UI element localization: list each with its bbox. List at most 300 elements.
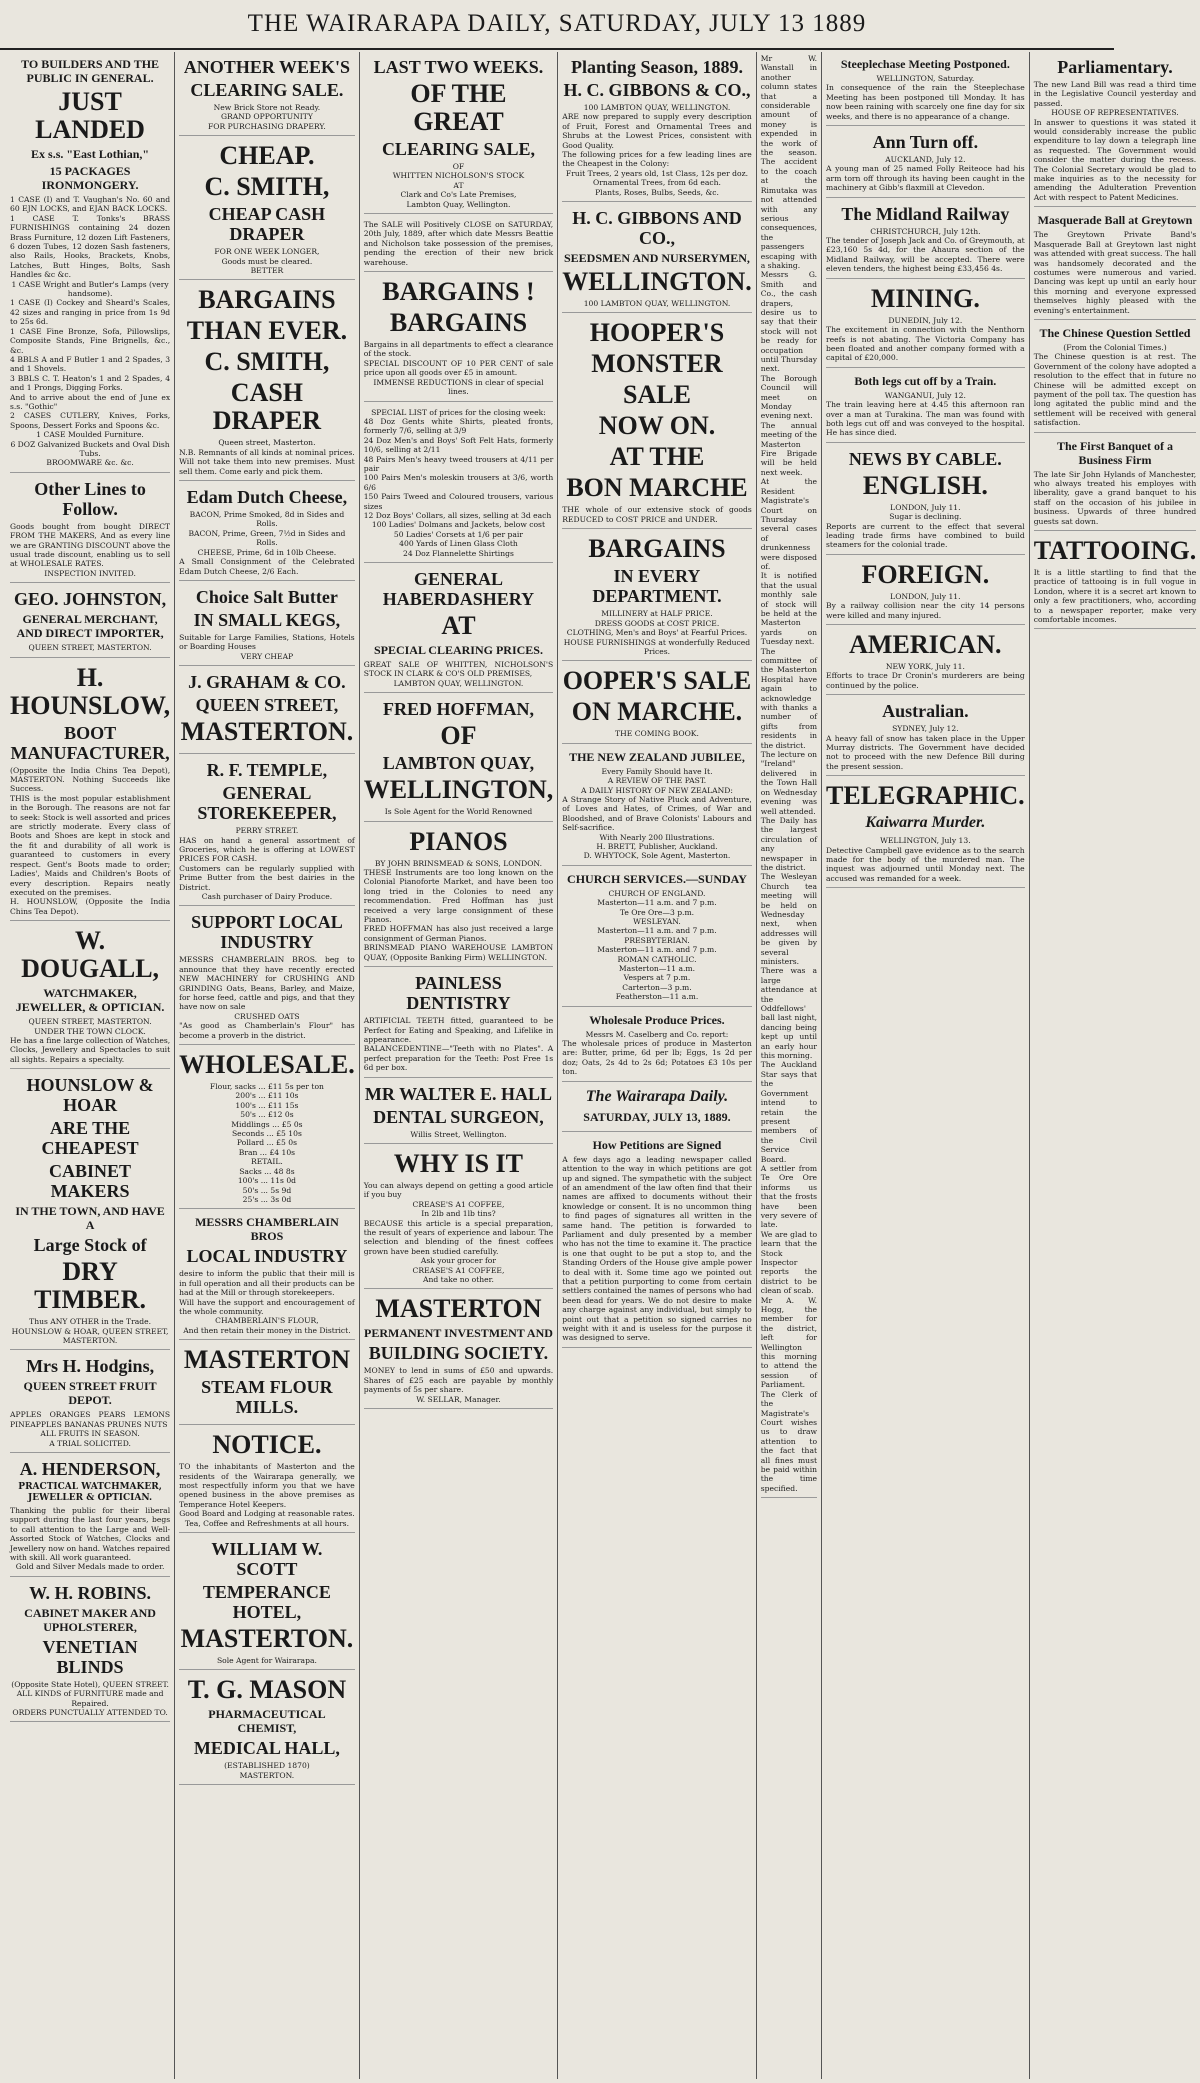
block-text: Detective Campbell gave evidence as to the search made for the body of the murdered man. The inquest was adjourned until Monday next. The accused was remanded for a week. <box>826 845 1025 883</box>
block-text: Middlings ... £5 0s <box>231 1119 303 1129</box>
block-heading: J. GRAHAM & CO. <box>188 672 346 693</box>
block-text: A Small Consignment of the Celebrated Edam Dutch Cheese, 2/6 Each. <box>179 557 355 576</box>
block-text: The Daily has the largest circulation of any newspaper in the district. <box>760 815 818 872</box>
block-text: The lecture on "Ireland" delivered in the Town Hall on Wednesday evening was well attended. <box>760 750 818 816</box>
block-heading: MR WALTER E. HALL <box>364 1083 552 1104</box>
block-heading: Wholesale Produce Prices. <box>589 1012 725 1027</box>
block-text: 6 DOZ Galvanized Buckets and Oval Dish Tubs. <box>10 439 170 458</box>
article-block <box>1034 439 1197 531</box>
block-heading: QUEEN STREET FRUIT DEPOT. <box>23 1379 157 1408</box>
block-text: HOUSE OF REPRESENTATIVES. <box>1051 108 1179 118</box>
block-text: 12 Doz Boys' Collars, all sizes, selling at 3d each <box>363 510 552 520</box>
block-text: WELLINGTON, July 13. <box>880 836 971 846</box>
block-text: Willis Street, Wellington. <box>410 1129 507 1139</box>
block-heading: MINING. <box>870 283 980 313</box>
block-heading: AT THE <box>609 442 705 472</box>
block-text: A REVIEW OF THE PAST. <box>607 776 707 786</box>
column-6 <box>822 52 1030 2079</box>
block-text: QUEEN STREET, MASTERTON. <box>28 643 152 653</box>
block-text: The new Land Bill was read a third time in the Legislative Council yesterday and passed. <box>1033 80 1197 108</box>
block-heading: SPECIAL CLEARING PRICES. <box>373 643 543 657</box>
block-heading: BUILDING SOCIETY. <box>368 1343 549 1364</box>
article-block <box>562 1013 752 1082</box>
block-text: LONDON, July 11. <box>890 502 961 512</box>
block-heading: The Midland Railway <box>841 203 1010 224</box>
block-text: By a railway collision near the city 14 persons were killed and many injured. <box>826 601 1025 620</box>
block-text: The Chinese question is at rest. The Government of the colony have adopted a resolution to the effect that in future no Chinese will be admitted except on payment of the poll tax. The question has long agitated the public mind and the settlement will be received with general satisfaction. <box>1033 352 1197 428</box>
block-text: And then retain their money in the District. <box>183 1325 351 1335</box>
block-text: Is Sole Agent for the World Renowned <box>384 807 533 817</box>
block-heading: Other Lines to Follow. <box>34 478 146 519</box>
block-heading: WHOLESALE. <box>179 1050 355 1080</box>
block-heading: TO BUILDERS AND THE PUBLIC IN GENERAL. <box>21 57 160 85</box>
block-heading: CABINET MAKER AND UPHOLSTERER, <box>24 1605 156 1634</box>
block-text: Clark and Co's Late Premises, <box>400 190 517 200</box>
block-text: (Opposite the India Chins Tea Depot), MASTERTON. Nothing Succeeds like Success. <box>10 765 171 794</box>
block-heading: CHEAP. <box>219 141 315 171</box>
block-heading: GENERAL STOREKEEPER, <box>197 783 337 824</box>
block-heading: WHY IS IT <box>393 1148 523 1178</box>
block-text: In answer to questions it was stated it would considerably increase the public expenditure to lay down a telegraph line as requested. The Government would consider the matter during the recess. The Colonial Secretary would be glad to make inquiries as to the necessity for amending the Adulteration Prevention Act with respect to Patent Medicines. <box>1033 117 1197 202</box>
block-heading: NOTICE. <box>212 1430 322 1460</box>
column-7 <box>1030 52 1200 2079</box>
block-heading: Choice Salt Butter <box>195 586 338 607</box>
article-block <box>179 912 355 1045</box>
article-block <box>826 204 1025 279</box>
block-text: Thanking the public for their liberal support during the last four years, begs to call attention to the Large and Well-Assorted Stock of Watches, Clocks and Jewellery now on hand. Watches repaired with skill. All work guaranteed. <box>10 1506 171 1563</box>
block-text: SPECIAL DISCOUNT OF 10 PER CENT of sale price upon all goods over £5 in amount. <box>363 358 554 378</box>
block-heading: IN SMALL KEGS, <box>193 609 341 630</box>
block-text: 50 Ladies' Corsets at 1/6 per pair <box>393 529 523 539</box>
block-heading: LOCAL INDUSTRY <box>186 1246 348 1267</box>
block-heading: GENERAL MERCHANT, AND DIRECT IMPORTER, <box>16 612 164 641</box>
block-heading: CHEAP CASH DRAPER <box>208 204 326 245</box>
block-text: Masterton—11 a.m. and 7 p.m. <box>597 945 717 955</box>
block-text: IMMENSE REDUCTIONS in clear of special lines. <box>373 377 544 397</box>
block-text: A heavy fall of snow has taken place in the Upper Murray districts. The Government have decided not to proceed with the new Defence Bill during the present session. <box>826 733 1025 771</box>
article-block <box>179 1051 355 1209</box>
block-heading: IN EVERY DEPARTMENT. <box>592 566 722 607</box>
block-text: With Nearly 200 Illustrations. <box>599 832 715 842</box>
block-heading: T. G. MASON <box>187 1675 347 1705</box>
block-heading: ENGLISH. <box>862 470 988 500</box>
block-heading: AT <box>441 611 476 640</box>
block-heading: C. SMITH, <box>204 347 330 377</box>
block-text: Efforts to trace Dr Cronin's murderers are being continued by the police. <box>826 671 1025 690</box>
block-heading: BARGAINS <box>198 285 336 315</box>
block-text: Suitable for Large Families, Stations, Hotels or Boarding Houses <box>179 632 355 652</box>
article-block <box>826 782 1025 888</box>
article-block <box>364 1084 554 1144</box>
block-text: BETTER <box>250 266 284 276</box>
article-block <box>179 1539 355 1670</box>
block-text: The Auckland Star says that the Government intend to retain the present members of the Civil Service Board. <box>760 1060 818 1164</box>
block-text: BACON, Prime, Green, 7½d in Sides and Rolls. <box>188 528 346 548</box>
block-text: 50's ... £12 0s <box>240 1110 294 1120</box>
article-block <box>364 1295 554 1409</box>
block-text: 200's ... £11 10s <box>235 1091 299 1101</box>
block-heading: MASTERTON. <box>180 1624 354 1653</box>
block-heading: MASTERTON. <box>180 717 354 747</box>
block-heading: OOPER'S SALE <box>562 666 752 696</box>
block-text: GREAT SALE OF WHITTEN, NICHOLSON'S STOCK IN CLARK & CO'S OLD PREMISES, <box>363 660 554 679</box>
block-heading: A. HENDERSON, <box>19 1459 161 1479</box>
block-text: BRINSMEAD PIANO WAREHOUSE LAMBTON QUAY, (Opposite Banking Firm) WELLINGTON. <box>363 943 554 962</box>
block-heading: BOOT MANUFACTURER, <box>10 722 170 763</box>
block-text: Mr W. Wanstall in another column states that a considerable amount of money is expended in the work of the season. The accident to the coach at the Rimutaka was not attended with any serious consequences, the passengers escaping with a shaking. <box>760 54 818 270</box>
article-block <box>364 57 554 214</box>
article-block <box>562 872 752 1007</box>
article-block <box>826 374 1025 443</box>
block-heading: H. HOUNSLOW, <box>10 662 171 720</box>
article-block <box>826 631 1025 695</box>
block-text: OF <box>452 162 465 171</box>
block-text: Messrs G. Smith and Co., the cash drapers, desire us to say that their stock will not be ready for occupation until Thursday next. <box>760 270 818 374</box>
article-block <box>1034 213 1197 320</box>
block-text: Te Ore Ore—3 p.m. <box>619 907 695 917</box>
block-text: WANGANUI, July 12. <box>884 390 966 400</box>
block-text: We are glad to learn that the Stock Inspector reports the district to be clean of scab. <box>760 1229 818 1296</box>
block-text: 100 LAMBTON QUAY, WELLINGTON. <box>583 103 731 112</box>
article-block <box>364 220 554 272</box>
article-block <box>364 973 554 1077</box>
block-text: 25's ... 3s 0d <box>242 1194 292 1204</box>
block-heading: W. DOUGALL, <box>21 926 160 984</box>
block-text: AT <box>453 180 464 190</box>
block-heading: PIANOS <box>409 826 508 856</box>
block-heading: GENERAL HABERDASHERY <box>382 569 535 609</box>
block-text: 48 Pairs Men's heavy tweed trousers at 4/11 per pair <box>363 454 554 473</box>
block-text: UNDER THE TOWN CLOCK. <box>34 1026 146 1036</box>
article-block <box>10 927 170 1069</box>
article-block <box>562 535 752 661</box>
block-text: Bargains in all departments to effect a clearance of the stock. <box>363 340 554 359</box>
block-text: (Opposite State Hotel), QUEEN STREET. <box>11 1679 169 1689</box>
block-heading: H. C. GIBBONS AND CO., <box>572 208 742 249</box>
block-text: Masterton—11 a.m. <box>618 964 696 974</box>
block-text: SYDNEY, July 12. <box>892 724 959 734</box>
block-text: BACON, Prime Smoked, 8d in Sides and Rolls. <box>189 510 345 529</box>
block-heading: R. F. TEMPLE, <box>206 760 328 781</box>
column-3 <box>360 52 559 2079</box>
article-block <box>179 1676 355 1785</box>
block-heading: DENTAL SURGEON, <box>373 1106 544 1127</box>
block-text: W. SELLAR, Manager. <box>416 1394 501 1404</box>
block-text: D. WHYTOCK, Sole Agent, Masterton. <box>583 851 731 861</box>
article-block <box>826 132 1025 198</box>
block-text: CHURCH OF ENGLAND. <box>608 888 706 898</box>
article-block <box>364 699 554 821</box>
block-text: FOR ONE WEEK LONGER, <box>214 247 320 257</box>
block-text: DUNEDIN, July 12. <box>888 315 963 325</box>
block-text: Fruit Trees, 2 years old, 1st Class, 12s per doz. <box>565 168 749 178</box>
block-text: PERRY STREET. <box>235 826 299 836</box>
block-text: AUCKLAND, July 12. <box>885 155 966 165</box>
block-heading: STEAM FLOUR MILLS. <box>201 1377 333 1418</box>
block-text: 1 CASE (I) and T. Vaughan's No. 60 and 60 EJN LOCKS, and EJAN BACK LOCKS. <box>10 195 171 214</box>
block-heading: PHARMACEUTICAL CHEMIST, <box>208 1707 326 1736</box>
article-block <box>761 54 817 1498</box>
block-text: BROOMWARE &c. &c. <box>46 458 134 468</box>
block-heading: MESSRS CHAMBERLAIN BROS <box>195 1215 339 1244</box>
block-heading: NOW ON. <box>598 411 716 441</box>
block-heading: VENETIAN BLINDS <box>42 1636 138 1677</box>
block-text: In consequence of the rain the Steeplechase Meeting has been postponed till Monday. It has now been raining with scarcely one fine day for six weeks, and there is no appearance of a change. <box>826 83 1025 121</box>
block-text: Queen street, Masterton. <box>218 438 316 448</box>
block-text: It is notified that the usual monthly sale of stock will be held at the Masterton yards on Tuesday next. <box>760 571 818 647</box>
block-heading: Parliamentary. <box>1057 57 1173 77</box>
block-text: A young man of 25 named Folly Reiteoce had his arm torn off through its having been caught in the machinery at Gibb's flaxmill at Clevedon. <box>826 164 1025 193</box>
block-heading: ARE THE CHEAPEST <box>41 1118 139 1159</box>
block-text: Pollard ... £5 0s <box>236 1138 297 1148</box>
block-heading: OF <box>440 721 477 751</box>
block-text: Flour, sacks ... £11 5s per ton <box>209 1082 324 1092</box>
block-text: WESLEYAN. <box>633 917 681 926</box>
article-block <box>364 1150 554 1289</box>
block-text: In 2lb and 1lb tins? <box>421 1209 496 1219</box>
block-heading: Large Stock of <box>33 1235 147 1256</box>
block-text: Sugar is declining. <box>889 512 962 522</box>
block-text: THE whole of our extensive stock of goods REDUCED to COST PRICE and UNDER. <box>562 505 752 524</box>
block-text: Sole Agent for Wairarapa. <box>216 1656 317 1665</box>
block-text: Cash purchaser of Dairy Produce. <box>201 891 333 901</box>
block-heading: Ann Turn off. <box>872 132 979 153</box>
block-text: BY JOHN BRINSMEAD & SONS, LONDON. <box>374 858 542 868</box>
article-block <box>826 57 1025 126</box>
block-text: A few days ago a leading newspaper called attention to the way in which petitions are got up and signed. The sympathetic with the subject of an amendment of the law often find that their names are affixed to documents without their knowledge or consent. It is no uncommon thing to find pages of signatures all written in the same hand. The petition is forwarded to Parliament and duly presented by a member who has not the time to examine it. The practice is one that ought to be put a stop to, and the Standing Orders of the House give ample power to deal with it. Some time ago we pointed out that a petition purporting to come from certain settlers contained the names of persons who had been dead for years. We do not desire to make any charge against any individual, but simply to point out that a petition so signed carries no weight with it and is useless for the purpose it was designed to serve. <box>562 1154 752 1343</box>
block-text: 2 CASES CUTLERY, Knives, Forks, Spoons, Dessert Forks and Spoons &c. <box>10 411 171 430</box>
block-text: (From the Colonial Times.) <box>1063 342 1167 352</box>
block-text: desire to inform the public that their mill is in full operation and all their products can be had at the Mill or through storekeepers. <box>179 1269 355 1298</box>
block-text: ARE now prepared to supply every description of Fruit, Forest and Ornamental Trees and Shrubs at the Lowest Prices, consistent with Good Quality. <box>562 112 752 150</box>
article-block <box>562 1088 752 1132</box>
block-text: 50's ... 5s 9d <box>242 1185 292 1195</box>
block-heading: The First Banquet of a Business Firm <box>1056 438 1173 467</box>
block-text: At the Resident Magistrate's Court on Thursday several cases of drunkenness were disposed of. <box>760 477 818 571</box>
block-text: 1 CASE Fine Bronze, Sofa, Pillowslips, Composite Stands, Fine Brignells, &c., &c. <box>10 326 171 355</box>
block-text: 400 Yards of Linen Glass Cloth <box>399 539 518 549</box>
block-text: ROMAN CATHOLIC. <box>617 954 697 964</box>
block-text: The SALE will Positively CLOSE on SATURDAY, 20th July, 1889, after which date Messrs Beattie and Nicholson take possession of the premises, pending the erection of their new brick warehouse. <box>363 220 554 267</box>
block-text: ALL KINDS of FURNITURE made and Repaired. <box>16 1689 164 1708</box>
block-heading: TATTOOING. <box>1033 536 1197 566</box>
block-heading: H. C. GIBBONS & CO., <box>563 80 751 100</box>
block-heading: WATCHMAKER, JEWELLER, & OPTICIAN. <box>15 986 165 1015</box>
block-text: "As good as Chamberlain's Flour" has become a proverb in the district. <box>179 1021 355 1040</box>
block-text: 100 Pairs Men's moleskin trousers at 3/6, worth 6/6 <box>363 473 554 492</box>
block-heading: C. SMITH, <box>204 172 330 202</box>
block-heading: ON MARCHE. <box>571 697 743 727</box>
block-heading: SALE <box>623 380 691 410</box>
block-text: CHRISTCHURCH, July 12th. <box>870 226 981 236</box>
article-block <box>562 750 752 866</box>
block-heading: Both legs cut off by a Train. <box>854 373 997 388</box>
block-text: The wholesale prices of produce in Masterton are: Butter, prime, 6d per lb; Eggs, 1s 2d per doz; Oats, 2s 4d to 2s 6d; Potatoes £3 10s per ton. <box>562 1039 752 1077</box>
block-heading: CASH DRAPER <box>212 378 322 436</box>
block-text: Lambton Quay, Wellington. <box>406 199 511 209</box>
block-heading: Planting Season, 1889. <box>570 57 743 77</box>
block-text: Ornamental Trees, from 6d each. <box>592 178 721 188</box>
article-block <box>1034 537 1197 629</box>
block-text: CLOTHING, Men's and Boys' at Fearful Prices. <box>566 628 748 638</box>
block-text: There was a large attendance at the Oddfellows' ball last night, dancing being kept up until an early hour this morning. <box>760 966 818 1061</box>
block-text: Carterton—3 p.m. <box>622 982 692 992</box>
block-text: RETAIL. <box>250 1157 283 1167</box>
block-text: 1 CASE Moulded Furniture. <box>36 430 144 440</box>
block-heading: Australian. <box>882 701 969 722</box>
block-text: BECAUSE this article is a special preparation, the result of years of experience and labour. The selection and blending of the finest coffees grown have been studied carefully. <box>363 1218 554 1256</box>
block-text: Plants, Roses, Bulbs, Seeds, &c. <box>595 187 719 197</box>
article-block <box>562 1138 752 1348</box>
block-text: MESSRS CHAMBERLAIN BROS. beg to announce that they have recently erected NEW MACHINERY for CRUSHING AND GRINDING Oats, Beans, Barley, and Maize, for horse feed, cattle and pigs, and that they have now on sale <box>179 955 355 1012</box>
article-block <box>179 487 355 581</box>
block-text: SPECIAL LIST of prices for the closing week: <box>371 407 546 417</box>
article-block <box>179 286 355 481</box>
block-text: The annual meeting of the Masterton Fire Brigade will be held next week. <box>760 420 818 477</box>
block-heading: NEWS BY CABLE. <box>848 448 1002 469</box>
block-heading: Ex s.s. "East Lothian," <box>31 147 150 161</box>
block-text: 4 BBLS A and F Butler 1 and 2 Spades, 3 and 1 Shovels. <box>10 354 171 374</box>
block-heading: HOUNSLOW & HOAR <box>26 1075 154 1116</box>
block-heading: HOOPER'S <box>589 318 725 348</box>
article-block <box>10 664 170 922</box>
block-text: Customers can be regularly supplied with Prime Butter from the best dairies in the District. <box>179 863 355 892</box>
block-text: CHEESE, Prime, 6d in 10lb Cheese. <box>197 547 337 557</box>
block-text: Mr A. W. Hogg, the member for the district, left for Wellington this morning to attend the session of Parliament. <box>760 1295 818 1390</box>
block-text: Ask your grocer for <box>420 1256 496 1266</box>
block-text: Tea, Coffee and Refreshments at all hours. <box>184 1518 349 1528</box>
block-heading: Kaiwarra Murder. <box>865 814 986 832</box>
block-heading: BARGAINS <box>389 308 528 338</box>
column-1 <box>6 52 175 2079</box>
block-text: VERY CHEAP <box>240 651 294 661</box>
block-heading: CABINET MAKERS <box>49 1161 132 1202</box>
article-block <box>179 1346 355 1425</box>
block-heading: BARGAINS <box>588 534 726 564</box>
block-text: BALANCEDENTINE—"Teeth with no Plates". A perfect preparation for the Teeth: Post Free 1s 6d per box. <box>363 1044 554 1073</box>
article-block <box>562 57 752 202</box>
block-text: The tender of Joseph Jack and Co. of Greymouth, at £23,160 5s 4d, for the Ahaura section of the Midland Railway, will be accepted. There were eleven tenders, the highest being £33,456 4s. <box>826 236 1025 274</box>
block-heading: Mrs H. Hodgins, <box>26 1356 155 1377</box>
article-block <box>10 1075 170 1350</box>
article-block <box>826 285 1025 368</box>
block-text: HOUSE FURNISHINGS at wonderfully Reduced Prices. <box>563 637 751 656</box>
block-text: TO the inhabitants of Masterton and the residents of the Wairarapa generally, we most respectfully inform you that we have opened business in the above premises as Temperance Hotel Keepers. <box>179 1462 355 1509</box>
block-text: 100 LAMBTON QUAY, WELLINGTON. <box>583 299 731 309</box>
block-text: 1 CASE T. Tonks's BRASS FURNISHINGS containing 24 dozen Brass Furniture, 12 dozen Lift Fasteners, 6 dozen Tubes, 12 dozen Sash fasteners, also Rails, Hooks, Brackets, Knobs, Latches, Butt Hinges, Bolts, Sash Handles &c &c. <box>10 213 171 280</box>
block-text: FRED HOFFMAN has also just received a large consignment of German Pianos. <box>363 924 554 943</box>
article-block <box>179 1431 355 1533</box>
article-block <box>179 57 355 136</box>
block-text: DRESS GOODS at COST PRICE. <box>594 618 720 628</box>
article-block <box>10 57 170 473</box>
block-heading: LAST TWO WEEKS. <box>373 57 544 77</box>
block-heading: MASTERTON <box>183 1345 351 1375</box>
block-heading: The Chinese Question Settled <box>1039 325 1191 340</box>
block-text: A DAILY HISTORY OF NEW ZEALAND: <box>581 785 733 795</box>
block-text: MASTERTON. <box>239 1770 295 1780</box>
block-text: Thus ANY OTHER in the Trade. <box>29 1317 151 1327</box>
block-heading: MASTERTON <box>375 1294 542 1324</box>
block-text: Goods bought from bought DIRECT FROM THE MAKERS, And as every line we are GRANTING DISCOUNT above the usual trade discount, enabling us to sell at WHOLESALE RATES. <box>10 521 171 569</box>
block-text: HOUNSLOW & HOAR, QUEEN STREET, MASTERTON. <box>11 1326 169 1345</box>
block-text: CREASE'S A1 COFFEE, <box>412 1265 505 1275</box>
article-block <box>826 449 1025 555</box>
article-block <box>10 479 170 583</box>
block-text: Gold and Silver Medals made to order. <box>15 1562 165 1572</box>
block-heading: LAMBTON QUAY, <box>382 753 535 774</box>
column-5 <box>757 52 822 2079</box>
block-heading: SUPPORT LOCAL INDUSTRY <box>191 912 343 953</box>
block-text: THE COMING BOOK. <box>615 729 699 739</box>
block-text: (ESTABLISHED 1870) <box>224 1761 310 1771</box>
block-text: Will have the support and encouragement of the whole community. <box>179 1297 355 1316</box>
column-2 <box>175 52 360 2079</box>
block-text: A TRIAL SOLICITED. <box>49 1438 131 1448</box>
block-heading: IN THE TOWN, AND HAVE A <box>15 1204 165 1233</box>
article-block <box>179 142 355 280</box>
block-text: GRAND OPPORTUNITY <box>220 112 313 122</box>
block-text: 100's ... £11 15s <box>235 1100 299 1110</box>
block-heading: GEO. JOHNSTON, <box>13 589 167 610</box>
article-block <box>179 760 355 906</box>
block-text: The excitement in connection with the Nenthorn reefs is not abating. The Victoria Company has been floated and another company formed with a capital of £20,000. <box>826 325 1025 363</box>
block-text: 100's ... 11s 0d <box>237 1176 297 1186</box>
article-block <box>1034 57 1197 207</box>
block-text: Sacks ... 48 8s <box>239 1166 295 1176</box>
block-text: The Greytown Private Band's Masquerade Ball at Greytown last night was attended with great success. The hall was handsomely decorated and the costumes were numerous and varied. Dancing was kept up until an early hour this morning and everyone expressed themselves highly pleased with the evening's entertainment. <box>1033 230 1197 315</box>
block-heading: FOREIGN. <box>861 559 990 589</box>
block-text: A Strange Story of Native Pluck and Adventure, of Loves and Hates, of Crimes, of War and Bloodshed, and of Brave Colonists' Labours and Self-sacrifice. <box>562 794 752 833</box>
block-text: The late Sir John Hylands of Manchester, who always treated his employes with liberality, gave a grand banquet to his staff on the occasion of his jubilee in business. Upwards of three hundred guests sat down. <box>1033 469 1197 526</box>
block-text: Masterton—11 a.m. and 7 p.m. <box>597 926 717 936</box>
article-block <box>562 208 752 313</box>
article-block <box>10 1583 170 1723</box>
block-heading: SEEDSMEN AND NURSERYMEN, <box>564 251 750 266</box>
block-heading: The Wairarapa Daily. <box>585 1087 729 1105</box>
block-heading: PRACTICAL WATCHMAKER, JEWELLER & OPTICIAN. <box>18 1482 162 1503</box>
block-text: The following prices for a few leading lines are the Cheapest in the Colony: <box>562 150 752 169</box>
block-text: He has a fine large collection of Watches, Clocks, Jewellery and Spectacles to suit all sights. Repairs a specialty. <box>10 1035 171 1064</box>
block-text: APPLES ORANGES PEARS LEMONS PINEAPPLES BANANAS PRUNES NUTS <box>10 1410 171 1429</box>
article-block <box>10 1356 170 1453</box>
block-text: A settler from Te Ore Ore informs us that the frosts have been very severe of late. <box>760 1163 818 1230</box>
article-block <box>364 569 554 693</box>
block-heading: THE NEW ZEALAND JUBILEE, <box>569 749 745 764</box>
block-text: 1 CASE (I) Cockey and Sheard's Scales, 42 sizes and ranging in price from 1s 9d to 25s 6d. <box>10 298 171 327</box>
block-text: THIS is the most popular establishment in the Borough. The reasons are not far to seek: Stock is well assorted and prices are strictly moderate. Every class of Boots and Shoes are kept in stock and the fit and durability of all work is guaranteed to customers in every respect. Gent's Boots made to order; Ladies', Maids and Children's Boots of every description. Repairs neatly executed on the premises. <box>10 793 171 897</box>
block-text: ORDERS PUNCTUALLY ATTENDED TO. <box>12 1708 168 1718</box>
masthead-title: THE WAIRARAPA DAILY, SATURDAY, JULY 13 1889 <box>247 10 867 37</box>
block-text: Featherston—11 a.m. <box>615 992 699 1002</box>
block-text: CRUSHED OATS <box>234 1011 300 1021</box>
block-text: Masterton—11 a.m. and 7 p.m. <box>597 898 717 908</box>
block-text: CHAMBERLAIN'S FLOUR, <box>215 1316 319 1326</box>
block-text: H. HOUNSLOW, (Opposite the India Chins Tea Depot). <box>10 897 171 916</box>
block-heading: Steeplechase Meeting Postponed. <box>840 57 1010 71</box>
block-text: N.B. Remnants of all kinds at nominal prices. Will not take them into new premises. Must sell them. Come early and pick them. <box>179 447 355 476</box>
block-text: Vespers at 7 p.m. <box>623 973 691 983</box>
article-block <box>826 701 1025 776</box>
block-text: Good Board and Lodging at reasonable rates. <box>179 1509 355 1519</box>
block-text: H. BRETT, Publisher, Auckland. <box>596 841 718 851</box>
block-text: LONDON, July 11. <box>890 591 961 601</box>
block-text: WHITTEN NICHOLSON'S STOCK <box>392 171 525 181</box>
block-text: And to arrive about the end of June ex s.s. "Gothic" <box>10 392 171 411</box>
block-text: CREASE'S A1 COFFEE, <box>412 1199 505 1209</box>
article-block <box>10 1459 170 1577</box>
block-text: Every Family Should have It. <box>601 766 713 776</box>
